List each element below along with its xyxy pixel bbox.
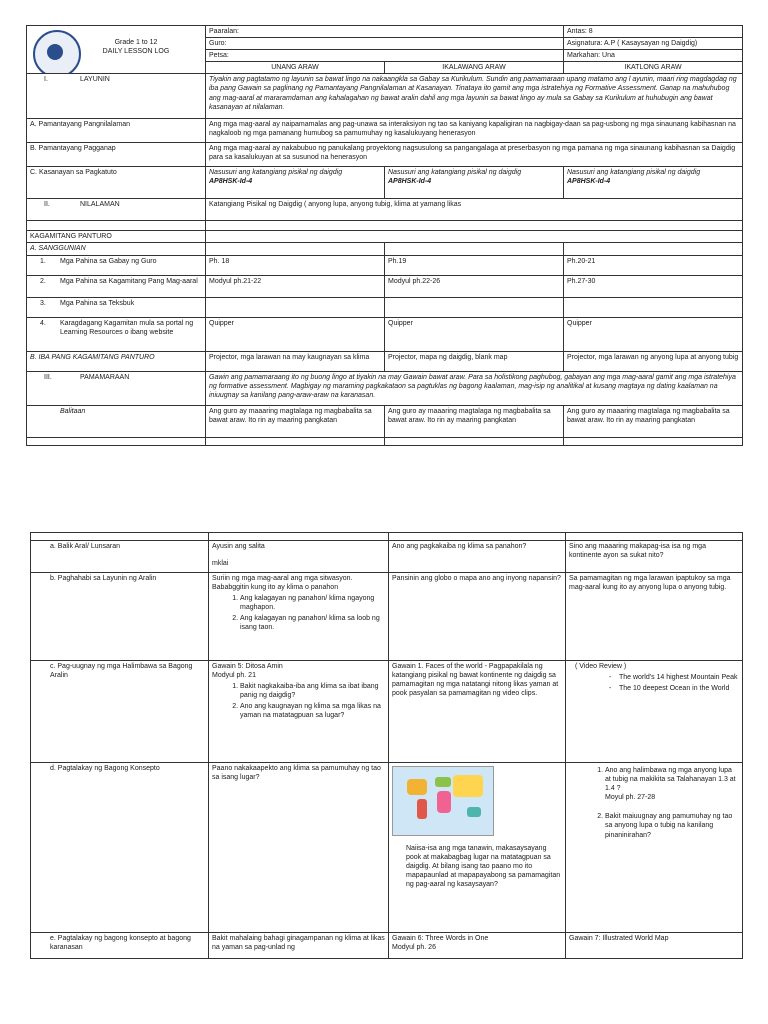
pag-uugnay-day1: Gawain 5: Ditosa Amin Modyul ph. 21 1. Bakit nagkakaiba-iba ang klima sa ibat ibang panig ng daigdig? 2. Ano ang kaugnayan ng klima sa mga likas na yaman na matatagpuan sa lugar? <box>209 661 389 763</box>
grade-field: Antas: 8 <box>564 26 743 38</box>
layunin-text: Tiyakin ang pagtatamo ng layunin sa bawat lingo na nakaangkla sa Gabay sa Kurikulum. Sundin ang pamamaraan upang matamo ang l ayunin, maari ring magdagdag ng iba pang Gawain sa paglinang ng Pamantayang Pangnilalaman at Kasanayan. Tinataya ito gamit ang mga istratehiya ng Formative Assessment. Ganap na mahuhubog ang mag-aaral at mararamdaman ang kahalagahan ng bawat aralin dahil ang mga layunin sa bawat lingo ay mula sa Gabay sa Kurikulum at huhubugin ang bawat kasanayan at nilalaman. <box>206 74 743 119</box>
balik-aral-label: a. Balik Aral/ Lunsaran <box>31 541 209 573</box>
quarter-field: Markahan: Una <box>564 50 743 62</box>
karagdagang-kagamitan-day2: Quipper <box>385 317 564 351</box>
bagong-karanasan-day1: Bakit mahalaing bahagi ginagampanan ng klima at likas na yaman sa pag-unlad ng <box>209 933 389 959</box>
nilalaman-label: II. NILALAMAN <box>27 199 206 221</box>
empty-cell <box>389 533 566 541</box>
layunin-label: I. LAYUNIN <box>27 74 206 119</box>
header-title-cell <box>27 26 206 74</box>
pamantayan-pagganap-label: B. Pamantayang Pagganap <box>27 143 206 167</box>
karagdagang-kagamitan-label: 4. Karagdagang Kagamitan mula sa portal ng Learning Resources o ibang website <box>27 317 206 351</box>
teacher-field: Guro: <box>206 38 564 50</box>
bagong-karanasan-label: e. Pagtalakay ng bagong konsepto at bagong karanasan <box>31 933 209 959</box>
daily-lesson-log-table <box>26 25 743 446</box>
empty-cell <box>27 221 206 231</box>
pamantayan-pagganap-text: Ang mga mag-aaral ay nakabubuo ng panukalang proyektong nagsusulong sa pangangalaga at preserbasyon ng mga pamana ng mga sinaunang kabihasnan sa Daigdig para sa kasalukuyan at sa susunod na henerasyon <box>206 143 743 167</box>
empty-cell <box>27 437 206 445</box>
day3-header: IKATLONG ARAW <box>564 62 743 74</box>
pagtalakay-day2: Naiisa-isa ang mga tanawin, makasaysayang pook at makabagbag lugar na matatagpuan sa daigdig. At bilang isang tao paano mo ito mapapaunlad at mapapayabong sa pamamagitan ng pag-aaral ng kasaysayan? <box>389 763 566 933</box>
kasanayan-label: C. Kasanayan sa Pagkatuto <box>27 167 206 199</box>
empty-cell <box>206 243 385 255</box>
pamantayang-pangnilalaman-text: Ang mga mag-aaral ay naipamamalas ang pag-unawa sa interaksiyon ng tao sa kaniyang kapaligiran na nagbigay-daan sa pag-usbong ng mga sinaunang kabihasnan na nagkaloob ng mga pamanang humubog sa pamumuhay ng kasalukuyang henerasyon <box>206 119 743 143</box>
kagamitan-mag-aaral-label: 2. Mga Pahina sa Kagamitang Pang Mag-aaral <box>27 275 206 297</box>
kagamitan-label: KAGAMITANG PANTURO <box>27 231 206 243</box>
pagtalakay-day1: Paano nakakaapekto ang klima sa pamumuhay ng tao sa isang lugar? <box>209 763 389 933</box>
kagamitan-mag-aaral-day1: Modyul ph.21-22 <box>206 275 385 297</box>
gabay-guro-day2: Ph.19 <box>385 255 564 275</box>
empty-cell <box>206 437 385 445</box>
bagong-karanasan-day3: Gawain 7: Illustrated World Map <box>566 933 743 959</box>
nilalaman-text: Katangiang Pisikal ng Daigdig ( anyong lupa, anyong tubig, klima at yamang likas <box>206 199 743 221</box>
kagamitan-mag-aaral-day2: Modyul ph.22-26 <box>385 275 564 297</box>
karagdagang-kagamitan-day3: Quipper <box>564 317 743 351</box>
empty-cell <box>566 533 743 541</box>
empty-cell <box>31 533 209 541</box>
list-item: 2. Bakit maiuugnay ang pamumuhay ng tao sa anyong lupa o tubig na kanilang pinaninirahan? <box>605 812 739 839</box>
balitaan-label: Balitaan <box>27 405 206 437</box>
day1-header: UNANG ARAW <box>206 62 385 74</box>
deped-seal-logo <box>33 30 81 74</box>
date-field: Petsa: <box>206 50 564 62</box>
paghahabi-day3: Sa pamamagitan ng mga larawan ipaptukoy sa mga mag-aaral kung ito ay anyong lupa o anyong tubig. <box>566 573 743 661</box>
iba-pang-kagamitan-day2: Projector, mapa ng daigdig, blank map <box>385 351 564 371</box>
balitaan-day2: Ang guro ay maaaring magtalaga ng magbabalita sa bawat araw. Ito rin ay maaring pangkatan <box>385 405 564 437</box>
empty-cell <box>206 221 743 231</box>
pagtalakay-day3 <box>566 763 743 933</box>
pamamaraan-details-table <box>30 532 743 959</box>
iba-pang-kagamitan-day1: Projector, mga larawan na may kaugnayan sa klima <box>206 351 385 371</box>
balik-aral-day2: Ano ang pagkakaiba ng klima sa panahon? <box>389 541 566 573</box>
kasanayan-day2: Nasusuri ang katangiang pisikal ng daigdig AP8HSK-Id-4 <box>385 167 564 199</box>
balitaan-day1: Ang guro ay maaaring magtalaga ng magbabalita sa bawat araw. Ito rin ay maaring pangkatan <box>206 405 385 437</box>
list-item: - The 10 deepest Ocean in the World <box>597 684 739 693</box>
sanggunian-label: A. SANGGUNIAN <box>27 243 206 255</box>
kagamitan-mag-aaral-day3: Ph.27-30 <box>564 275 743 297</box>
empty-cell <box>206 231 743 243</box>
empty-cell <box>564 243 743 255</box>
iba-pang-kagamitan-day3: Projector, mga larawan ng anyong lupa at anyong tubig <box>564 351 743 371</box>
paghahabi-label: b. Paghahabi sa Layunin ng Aralin <box>31 573 209 661</box>
gabay-guro-day1: Ph. 18 <box>206 255 385 275</box>
list-item: 1. Ang kalagayan ng panahon/ klima ngayong maghapon. <box>240 594 385 612</box>
gabay-guro-day3: Ph.20-21 <box>564 255 743 275</box>
school-field: Paaralan: <box>206 26 564 38</box>
empty-cell <box>564 437 743 445</box>
kasanayan-day3: Nasusuri ang katangiang pisikal ng daigdig AP8HSK-Id-4 <box>564 167 743 199</box>
empty-cell <box>209 533 389 541</box>
list-item: 1. Ano ang halimbawa ng mga anyong lupa at tubig na makikita sa Talahanayan 1.3 at 1.4 ? Moyul ph. 27-28 <box>605 766 739 802</box>
world-map-image <box>392 766 494 836</box>
empty-cell <box>385 243 564 255</box>
balik-aral-day1: Ayusin ang salita mklai <box>209 541 389 573</box>
pag-uugnay-day3: ( Video Review ) - The world's 14 highest Mountain Peak - The 10 deepest Ocean in the World <box>566 661 743 763</box>
dll-title: DAILY LESSON LOG <box>102 48 170 56</box>
pagtalakay-label: d. Pagtalakay ng Bagong Konsepto <box>31 763 209 933</box>
paghahabi-day1: Suriin ng mga mag-aaral ang mga sitwasyon. Bababggitin kung ito ay klima o panahon 1. Ang kalagayan ng panahon/ klima ngayong maghapon. 2. Ang kalagayan ng panahon/ klima sa loob ng isang taon. <box>209 573 389 661</box>
iba-pang-kagamitan-label: B. IBA PANG KAGAMITANG PANTURO <box>27 351 206 371</box>
balitaan-day3: Ang guro ay maaaring magtalaga ng magbabalita sa bawat araw. Ito rin ay maaring pangkatan <box>564 405 743 437</box>
teksbuk-day1 <box>206 297 385 317</box>
kasanayan-day1: Nasusuri ang katangiang pisikal ng daigdig AP8HSK-Id-4 <box>206 167 385 199</box>
list-item: 2. Ano ang kaugnayan ng klima sa mga likas na yaman na matatagpuan sa lugar? <box>240 702 385 720</box>
karagdagang-kagamitan-day1: Quipper <box>206 317 385 351</box>
pamantayang-pangnilalaman-label: A. Pamantayang Pangnilalaman <box>27 119 206 143</box>
day2-header: IKALAWANG ARAW <box>385 62 564 74</box>
teksbuk-day3 <box>564 297 743 317</box>
subject-field: Asignatura: A.P ( Kasaysayan ng Daigdig) <box>564 38 743 50</box>
grade-title: Grade 1 to 12 <box>114 39 158 46</box>
teksbuk-day2 <box>385 297 564 317</box>
list-item: 2. Ang kalagayan ng panahon/ klima sa loob ng isang taon. <box>240 614 385 632</box>
empty-cell <box>385 437 564 445</box>
pamamaraan-label: III. PAMAMARAAN <box>27 371 206 405</box>
gabay-guro-label: 1. Mga Pahina sa Gabay ng Guro <box>27 255 206 275</box>
pamamaraan-text: Gawin ang pamamaraang ito ng buong lingo at tiyakin na may Gawain bawat araw. Para sa holistikong paghubog, gabayan ang mga mag-aaral gamit ang mga istratehiya ng formative assessment. Magbigay ng maraming pagkakataon sa pagtuklas ng bagong kaalaman, mag-isip ng analitikal at kusang magtaya ng dating kaalaman na iniuugnay sa kanilang pang-araw-araw na karanasan. <box>206 371 743 405</box>
teksbuk-label: 3. Mga Pahina sa Teksbuk <box>27 297 206 317</box>
list-item: - The world's 14 highest Mountain Peak <box>597 673 739 682</box>
pag-uugnay-label: c. Pag-uugnay ng mga Halimbawa sa Bagong Aralin <box>31 661 209 763</box>
balik-aral-day3: Sino ang maaaring makapag-isa isa ng mga kontinente ayon sa sukat nito? <box>566 541 743 573</box>
bagong-karanasan-day2: Gawain 6: Three Words in One Modyul ph. 26 <box>389 933 566 959</box>
pag-uugnay-day2: Gawain 1. Faces of the world - Pagpapakilala ng katangiang pisikal ng bawat kontinente ng daigdig sa pamamagitan ng mga natatangi nitong likas yaman at pook pasyalan sa pamamagitan ng video clips. <box>389 661 566 763</box>
list-item: 1. Bakit nagkakaiba-iba ang klima sa ibat ibang panig ng daigdig? <box>240 682 385 700</box>
paghahabi-day2: Pansinin ang globo o mapa ano ang inyong napansin? <box>389 573 566 661</box>
